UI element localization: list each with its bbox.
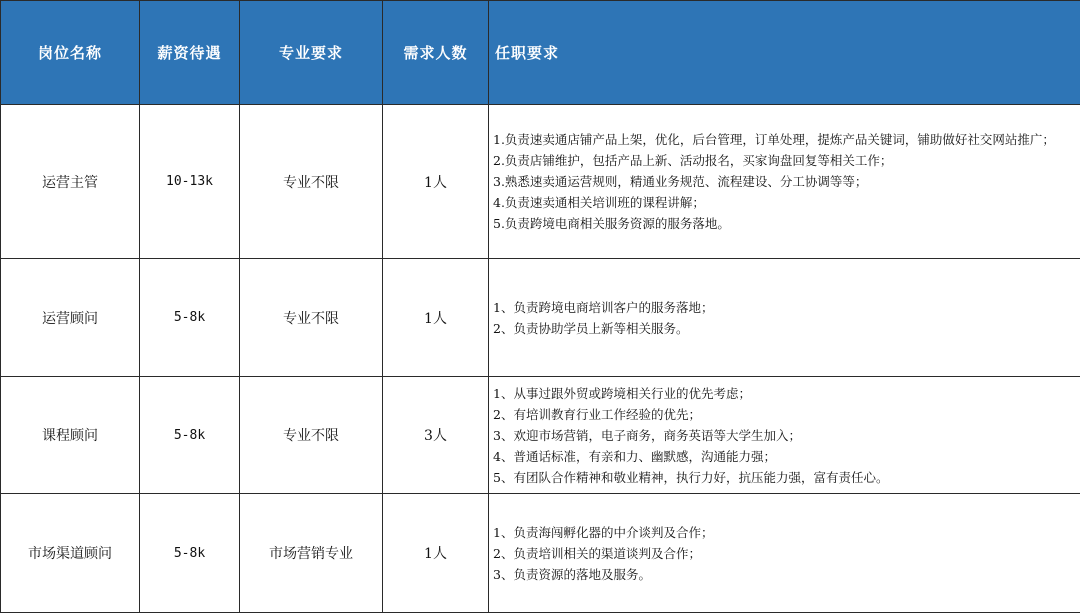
requirement-item: 5、有团队合作精神和敬业精神，执行力好，抗压能力强，富有责任心。: [493, 469, 889, 485]
requirement-item: 2.负责店铺维护，包括产品上新、活动报名，买家询盘回复等相关工作；: [493, 153, 893, 168]
requirement-item: 3、欢迎市场营销，电子商务，商务英语等大学生加入；: [493, 427, 801, 443]
major-cell: 专业不限: [240, 259, 383, 377]
requirements-cell: [489, 377, 1080, 494]
requirement-item: 1、负责跨境电商培训客户的服务落地；: [493, 299, 714, 315]
requirement-item: 1、从事过跟外贸或跨境相关行业的优先考虑；: [493, 385, 751, 401]
requirement-item: 2、负责培训相关的渠道谈判及合作；: [493, 545, 701, 561]
requirements-cell: [489, 494, 1080, 613]
position-cell: 市场渠道顾问: [1, 494, 140, 613]
position-cell: 课程顾问: [1, 377, 140, 494]
table-row: [1, 494, 1080, 613]
major-cell: 市场营销专业: [240, 494, 383, 613]
header-position: 岗位名称: [1, 1, 140, 105]
requirements-cell: [489, 105, 1080, 259]
table-row: [1, 105, 1080, 259]
position-cell: 运营主管: [1, 105, 140, 259]
headcount-cell: 1人: [383, 259, 489, 377]
requirement-item: 2、有培训教育行业工作经验的优先；: [493, 406, 701, 422]
salary-cell: 5-8k: [140, 259, 240, 377]
requirement-item: 3、负责资源的落地及服务。: [493, 566, 651, 582]
salary-cell: 5-8k: [140, 377, 240, 494]
salary-cell: 10-13k: [140, 105, 240, 259]
headcount-cell: 1人: [383, 105, 489, 259]
requirements-cell: [489, 259, 1080, 377]
requirement-item: 3.熟悉速卖通运营规则，精通业务规范、流程建设、分工协调等等；: [493, 174, 868, 189]
requirement-item: 2、负责协助学员上新等相关服务。: [493, 320, 689, 336]
major-cell: 专业不限: [240, 105, 383, 259]
header-requirements: 任职要求: [489, 1, 1080, 105]
headcount-cell: 3人: [383, 377, 489, 494]
header-major: 专业要求: [240, 1, 383, 105]
requirement-item: 5.负责跨境电商相关服务资源的服务落地。: [493, 216, 730, 231]
requirement-item: 1、负责海闯孵化器的中介谈判及合作；: [493, 524, 714, 540]
headcount-cell: 1人: [383, 494, 489, 613]
header-headcount: 需求人数: [383, 1, 489, 105]
table-header-row: [1, 1, 1080, 105]
table-row: [1, 377, 1080, 494]
major-cell: 专业不限: [240, 377, 383, 494]
table-row: [1, 259, 1080, 377]
requirement-item: 4、普通话标准，有亲和力、幽默感，沟通能力强；: [493, 448, 776, 464]
header-salary: 薪资待遇: [140, 1, 240, 105]
position-cell: 运营顾问: [1, 259, 140, 377]
salary-cell: 5-8k: [140, 494, 240, 613]
requirement-item: 1.负责速卖通店铺产品上架，优化，后台管理，订单处理，提炼产品关键词，铺助做好社交网站推广；: [493, 132, 1055, 147]
requirement-item: 4.负责速卖通相关培训班的课程讲解；: [493, 195, 705, 210]
